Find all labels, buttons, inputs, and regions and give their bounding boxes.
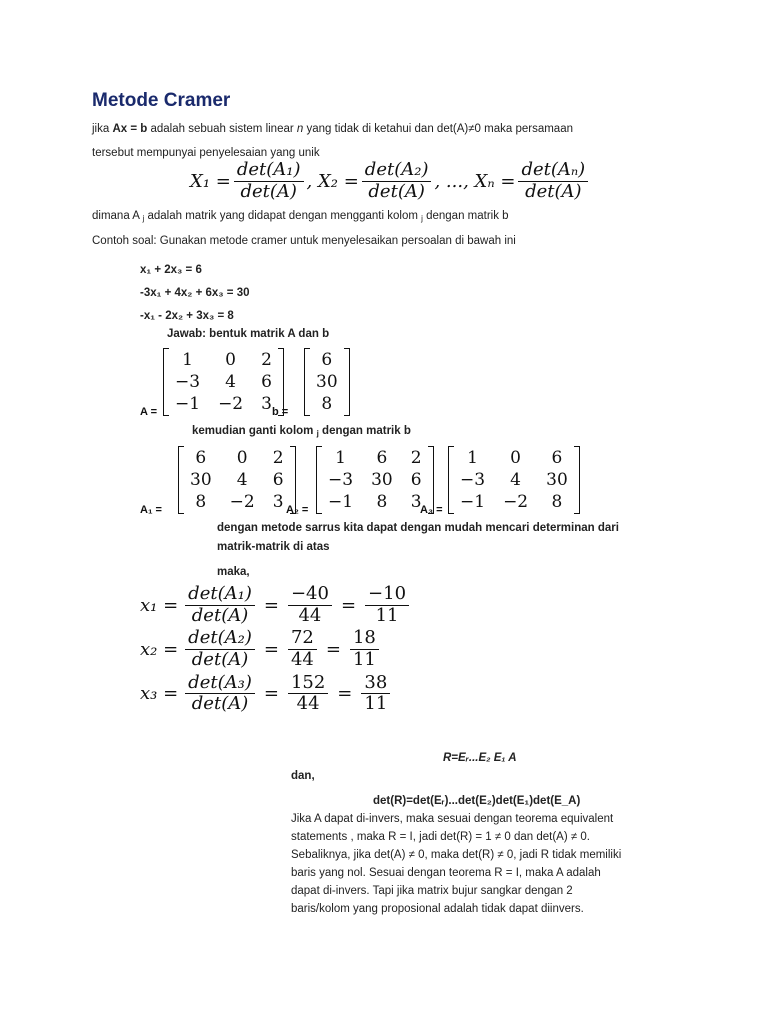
matrix-cell: 8 <box>195 492 207 512</box>
sarrus-line-1: dengan metode sarrus kita dapat dengan mudah mencari determinan dari <box>217 522 619 534</box>
solution-row <box>140 628 412 670</box>
solution-fraction: $\frac{-10}{11}$ <box>365 584 409 626</box>
matrix-cell: 6 <box>410 470 422 490</box>
matrix-cell: −2 <box>218 394 244 414</box>
para-line-2: statements , maka R = I, jadi det(R) = 1 ≠ 0 dan det(A) ≠ 0. <box>291 831 590 843</box>
matrix-A3 <box>448 446 580 514</box>
para-line-3: Sebaliknya, jika det(A) ≠ 0, maka det(R) ≠ 0, jadi R tidak memiliki <box>291 849 622 861</box>
intro-equation: Ax = b <box>112 123 148 135</box>
formula-xn: , ..., Xₙ = <box>434 170 516 192</box>
solutions <box>140 584 412 717</box>
matrix-A <box>163 348 284 416</box>
cramer-formula <box>190 160 591 202</box>
matrix-cell: 8 <box>551 492 563 512</box>
matrix-cell: 8 <box>321 394 333 414</box>
invers-paragraph <box>291 810 681 918</box>
intro-text: jika <box>92 123 113 135</box>
dan-text: dan, <box>291 770 315 782</box>
formula-x1: X₁ = <box>190 170 231 192</box>
matrix-cell: 1 <box>335 448 346 468</box>
matrix-cell: 3 <box>261 394 272 414</box>
matrix-cell: 3 <box>410 492 422 512</box>
matrix-cell: 6 <box>195 448 207 468</box>
equals-sign: = <box>263 594 279 616</box>
matrix-cell: −2 <box>229 492 255 512</box>
matrix-cell: 6 <box>321 350 333 370</box>
matrix-cell: 1 <box>467 448 478 468</box>
matrix-cell: 4 <box>236 470 248 490</box>
matrix-A1 <box>178 446 296 514</box>
intro-text: adalah sebuah sistem linear <box>147 123 297 135</box>
matrix-cell: 1 <box>182 350 193 370</box>
matrix-cell: 6 <box>551 448 563 468</box>
matrix-cell: 8 <box>376 492 388 512</box>
matrix-cell: 30 <box>546 470 568 490</box>
matrix-A2 <box>316 446 434 514</box>
para-line-6: baris/kolom yang proposional adalah tidak dapat diinvers. <box>291 903 584 915</box>
formula-frac-n: $\frac{\text{det(Aₙ)}}{\det(A)}$ <box>518 160 588 202</box>
solution-fraction: $\frac{38}{11}$ <box>361 673 390 715</box>
solution-fraction: $\frac{\text{det(A₁)}}{\det(A)}$ <box>185 584 255 626</box>
solution-variable: x₁ = <box>140 594 179 616</box>
matrix-cell: 2 <box>261 350 272 370</box>
matrix-cell: −3 <box>175 372 201 392</box>
solution-row <box>140 584 412 626</box>
equals-sign: = <box>263 683 279 705</box>
matrix-cell: 2 <box>272 448 284 468</box>
equation-1: x₁ + 2x₃ = 6 <box>140 264 202 276</box>
matrix-cell: −1 <box>460 492 486 512</box>
label-A: A = <box>140 406 158 418</box>
intro-line-1 <box>92 123 573 135</box>
formula-x2: , X₂ = <box>306 170 359 192</box>
matrix-cell: 3 <box>272 492 284 512</box>
solution-variable: x₂ = <box>140 639 179 661</box>
equals-sign: = <box>337 683 353 705</box>
matrix-cell: 30 <box>371 470 393 490</box>
matrix-cell: 6 <box>272 470 284 490</box>
matrix-cell: 4 <box>510 470 521 490</box>
equation-3: -x₁ - 2x₂ + 3x₃ = 8 <box>140 310 234 322</box>
solution-variable: x₃ = <box>140 683 179 705</box>
matrix-cell: 30 <box>190 470 212 490</box>
para-line-4: baris yang nol. Sesuai dengan teorema R = I, maka A adalah <box>291 867 601 879</box>
matrix-cell: 30 <box>316 372 338 392</box>
matrix-cell: −1 <box>328 492 354 512</box>
matrix-cell: 4 <box>225 372 236 392</box>
matrix-cell: 6 <box>376 448 388 468</box>
jawab-text: Jawab: bentuk matrik A dan b <box>167 328 330 340</box>
matrix-cell: −3 <box>460 470 486 490</box>
formula-frac-1: $\frac{\text{det(A₁)}}{\det(A)}$ <box>234 160 304 202</box>
solution-row <box>140 673 412 715</box>
formula-frac-2: $\frac{\text{det(A₂)}}{\det(A)}$ <box>362 160 432 202</box>
matrix-cell: 6 <box>261 372 272 392</box>
solution-fraction: $\frac{72}{44}$ <box>288 628 317 670</box>
matrix-cell: 0 <box>225 350 236 370</box>
label-b: b = <box>272 406 289 418</box>
equals-sign: = <box>325 639 341 661</box>
maka-text: maka, <box>217 566 250 578</box>
label-A2: A₂ = <box>286 504 309 516</box>
label-A1: A₁ = <box>140 504 162 516</box>
equals-sign: = <box>263 639 279 661</box>
matrix-cell: 0 <box>510 448 521 468</box>
solution-fraction: $\frac{\text{det(A₂)}}{\det(A)}$ <box>185 628 255 670</box>
intro-line-2: tersebut mempunyai penyelesaian yang unik <box>92 147 320 159</box>
equation-2: -3x₁ + 4x₂ + 6x₃ = 30 <box>140 287 250 299</box>
det-r-formula: det(R)=det(Eᵣ)...det(E₂)det(E₁)det(E_A) <box>373 795 581 807</box>
matrix-cell: 2 <box>410 448 422 468</box>
intro-text: yang tidak di ketahui dan det(A)≠0 maka persamaan <box>303 123 573 135</box>
matrix-cell: −3 <box>328 470 354 490</box>
matrix-cell: 0 <box>236 448 248 468</box>
dimana-text: dimana A $_j$ adalah matrik yang didapat dengan mengganti kolom $_j$ dengan matrik b <box>92 210 509 223</box>
equals-sign: = <box>340 594 357 616</box>
para-line-1: Jika A dapat di-invers, maka sesuai dengan teorema equivalent <box>291 813 614 825</box>
para-line-5: dapat di-invers. Tapi jika matrix bujur sangkar dengan 2 <box>291 885 573 897</box>
solution-fraction: $\frac{-40}{44}$ <box>288 584 332 626</box>
intro-n: n <box>296 123 304 135</box>
kemudian-text: kemudian ganti kolom $_j$ dengan matrik b <box>192 425 411 438</box>
label-A3: A₃ = <box>420 504 443 516</box>
solution-fraction: $\frac{152}{44}$ <box>288 673 328 715</box>
matrix-cell: −2 <box>503 492 529 512</box>
r-formula: R=Eᵣ...E₂ E₁ A <box>443 752 517 764</box>
solution-fraction: $\frac{\text{det(A₃)}}{\det(A)}$ <box>185 673 255 715</box>
page-title: Metode Cramer <box>92 90 231 111</box>
sarrus-line-2: matrik-matrik di atas <box>217 541 330 553</box>
vector-b <box>304 348 350 416</box>
solution-fraction: $\frac{18}{11}$ <box>350 628 379 670</box>
matrix-cell: −1 <box>175 394 201 414</box>
contoh-soal: Contoh soal: Gunakan metode cramer untuk menyelesaikan persoalan di bawah ini <box>92 235 516 247</box>
